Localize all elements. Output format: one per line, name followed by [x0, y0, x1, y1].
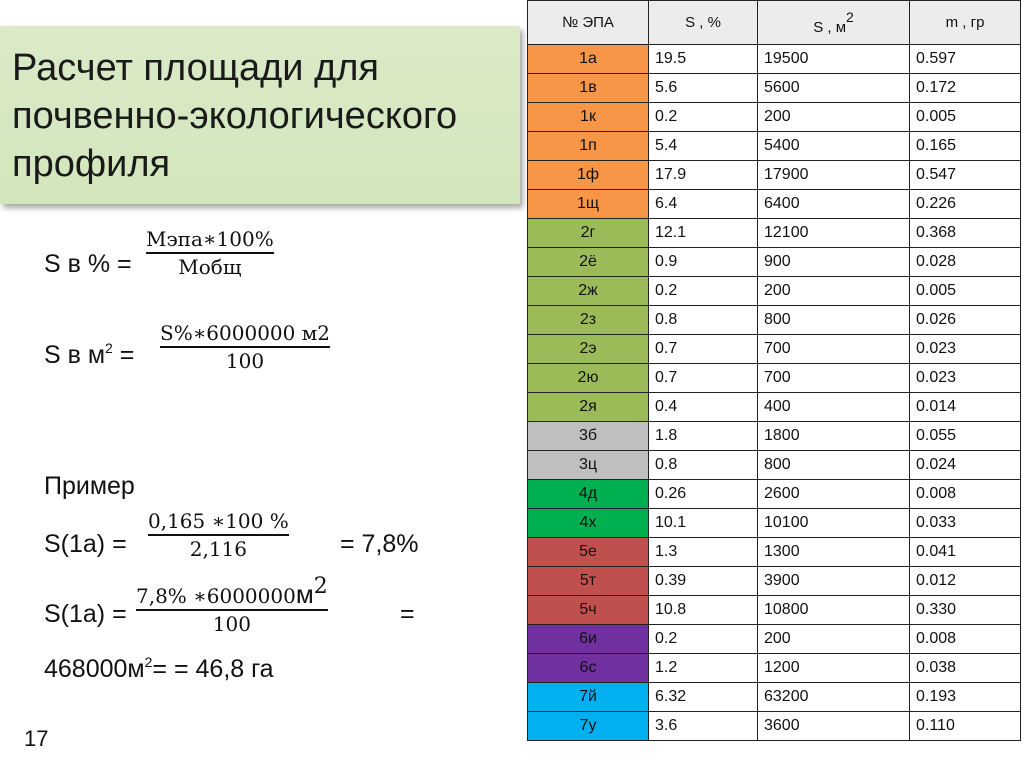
- cell-epa: 4д: [528, 480, 649, 509]
- cell-s-m2: 5600: [758, 74, 910, 103]
- cell-m: 0.193: [910, 683, 1021, 712]
- formula3-numerator: 0,165 ∗100 %: [148, 509, 289, 533]
- cell-epa: 1п: [528, 132, 649, 161]
- cell-m: 0.038: [910, 654, 1021, 683]
- table-row: [528, 45, 1021, 74]
- cell-m: 0.026: [910, 306, 1021, 335]
- cell-s-m2: 19500: [758, 45, 910, 74]
- cell-s-pct: 0.7: [649, 364, 758, 393]
- cell-s-pct: 5.6: [649, 74, 758, 103]
- title-box: [0, 26, 520, 204]
- cell-epa: 6и: [528, 625, 649, 654]
- cell-s-m2: 17900: [758, 161, 910, 190]
- table-row: [528, 683, 1021, 712]
- cell-s-m2: 200: [758, 625, 910, 654]
- cell-s-m2: 10100: [758, 509, 910, 538]
- formula1-fraction: [146, 226, 274, 280]
- cell-s-pct: 3.6: [649, 712, 758, 741]
- cell-m: 0.005: [910, 103, 1021, 132]
- formula3-result: = 7,8%: [340, 530, 419, 558]
- table-row: [528, 422, 1021, 451]
- title-line-3: профиля: [12, 143, 171, 185]
- cell-s-pct: 10.1: [649, 509, 758, 538]
- cell-s-pct: 19.5: [649, 45, 758, 74]
- cell-m: 0.055: [910, 422, 1021, 451]
- table-row: [528, 132, 1021, 161]
- formula3-denominator: 2,116: [189, 537, 247, 561]
- table-row: [528, 190, 1021, 219]
- cell-s-m2: 6400: [758, 190, 910, 219]
- cell-s-pct: 12.1: [649, 219, 758, 248]
- cell-epa: 3ц: [528, 451, 649, 480]
- cell-m: 0.008: [910, 480, 1021, 509]
- cell-s-m2: 1800: [758, 422, 910, 451]
- table-row: [528, 306, 1021, 335]
- cell-m: 0.547: [910, 161, 1021, 190]
- slide-title: [12, 44, 512, 188]
- cell-s-pct: 0.8: [649, 306, 758, 335]
- cell-s-m2: 3900: [758, 567, 910, 596]
- formula2-denominator: 100: [225, 349, 265, 373]
- page-number: 17: [24, 726, 49, 751]
- table-row: [528, 393, 1021, 422]
- cell-m: 0.033: [910, 509, 1021, 538]
- table-row: [528, 451, 1021, 480]
- cell-m: 0.172: [910, 74, 1021, 103]
- table-row: [528, 161, 1021, 190]
- cell-s-m2: 1300: [758, 538, 910, 567]
- table-row: [528, 277, 1021, 306]
- cell-epa: 2ё: [528, 248, 649, 277]
- cell-s-m2: 3600: [758, 712, 910, 741]
- cell-m: 0.008: [910, 625, 1021, 654]
- cell-m: 0.226: [910, 190, 1021, 219]
- table-row: [528, 509, 1021, 538]
- cell-epa: 2э: [528, 335, 649, 364]
- cell-epa: 2г: [528, 219, 649, 248]
- formula4-numerator: 7,8% $∗6000000м^2$: [136, 574, 328, 609]
- cell-s-pct: 0.9: [649, 248, 758, 277]
- cell-epa: 6с: [528, 654, 649, 683]
- cell-s-pct: 0.39: [649, 567, 758, 596]
- formula4-equals: =: [400, 600, 415, 628]
- cell-s-m2: 63200: [758, 683, 910, 712]
- formula1-denominator: Мобщ: [178, 255, 242, 279]
- cell-s-m2: 1200: [758, 654, 910, 683]
- table-row: [528, 364, 1021, 393]
- cell-s-m2: 10800: [758, 596, 910, 625]
- cell-m: 0.014: [910, 393, 1021, 422]
- cell-s-m2: 2600: [758, 480, 910, 509]
- cell-s-pct: 0.8: [649, 451, 758, 480]
- cell-s-pct: 0.26: [649, 480, 758, 509]
- formula2-lhs: S в $м^2$ =: [44, 340, 135, 369]
- cell-epa: 5т: [528, 567, 649, 596]
- area-table: [527, 0, 1021, 741]
- table-row: [528, 654, 1021, 683]
- cell-s-pct: 6.32: [649, 683, 758, 712]
- formula3-lhs: S(1а) =: [44, 530, 127, 558]
- table-row: [528, 335, 1021, 364]
- table-row: [528, 74, 1021, 103]
- title-line-2: почвенно-экологического: [12, 95, 458, 137]
- formula4-denominator: 100: [212, 612, 251, 636]
- cell-s-pct: 1.8: [649, 422, 758, 451]
- header-s-m2: S , $м^2$: [758, 1, 910, 45]
- cell-m: 0.028: [910, 248, 1021, 277]
- cell-epa: 1щ: [528, 190, 649, 219]
- formula1-numerator: Мэпа∗100%: [146, 227, 274, 251]
- cell-m: 0.024: [910, 451, 1021, 480]
- table-row: [528, 103, 1021, 132]
- cell-m: 0.023: [910, 335, 1021, 364]
- cell-epa: 7у: [528, 712, 649, 741]
- cell-m: 0.012: [910, 567, 1021, 596]
- cell-s-pct: 10.8: [649, 596, 758, 625]
- cell-epa: 2ю: [528, 364, 649, 393]
- cell-s-pct: 1.2: [649, 654, 758, 683]
- cell-epa: 3б: [528, 422, 649, 451]
- table-row: [528, 567, 1021, 596]
- header-m: m , гр: [910, 1, 1021, 45]
- header-epa: № ЭПА: [528, 1, 649, 45]
- cell-m: 0.041: [910, 538, 1021, 567]
- table-row: [528, 596, 1021, 625]
- cell-s-pct: 17.9: [649, 161, 758, 190]
- table-row: [528, 538, 1021, 567]
- cell-s-m2: 700: [758, 364, 910, 393]
- cell-epa: 5ч: [528, 596, 649, 625]
- formula4-lhs: S(1а) =: [44, 600, 127, 628]
- formula1-lhs: S в % =: [44, 250, 132, 278]
- table-row: [528, 625, 1021, 654]
- title-line-1: Расчет площади для: [12, 47, 380, 89]
- table-row: [528, 480, 1021, 509]
- cell-s-m2: 200: [758, 277, 910, 306]
- result-line: $468000м^2= = 46,8$ га: [44, 654, 274, 683]
- cell-m: 0.023: [910, 364, 1021, 393]
- formula2-numerator: S%∗6000000 м2: [160, 321, 331, 345]
- cell-m: 0.165: [910, 132, 1021, 161]
- cell-epa: 2з: [528, 306, 649, 335]
- cell-epa: 1в: [528, 74, 649, 103]
- table-row: [528, 219, 1021, 248]
- cell-s-pct: 0.2: [649, 103, 758, 132]
- cell-m: 0.110: [910, 712, 1021, 741]
- cell-s-m2: 12100: [758, 219, 910, 248]
- cell-epa: 5е: [528, 538, 649, 567]
- cell-m: 0.005: [910, 277, 1021, 306]
- formula3-fraction: [148, 508, 289, 562]
- cell-s-m2: 400: [758, 393, 910, 422]
- cell-m: 0.597: [910, 45, 1021, 74]
- formula4-fraction: [136, 574, 328, 637]
- table-body: [528, 45, 1021, 741]
- table-header-row: [528, 1, 1021, 45]
- cell-epa: 4х: [528, 509, 649, 538]
- cell-s-pct: 0.7: [649, 335, 758, 364]
- cell-m: 0.368: [910, 219, 1021, 248]
- cell-s-pct: 1.3: [649, 538, 758, 567]
- table-row: [528, 248, 1021, 277]
- cell-s-m2: 800: [758, 451, 910, 480]
- cell-s-pct: 0.2: [649, 625, 758, 654]
- cell-epa: 1к: [528, 103, 649, 132]
- cell-epa: 7й: [528, 683, 649, 712]
- formula2-fraction: [160, 320, 330, 374]
- cell-s-pct: 5.4: [649, 132, 758, 161]
- cell-m: 0.330: [910, 596, 1021, 625]
- cell-s-m2: 200: [758, 103, 910, 132]
- cell-s-m2: 900: [758, 248, 910, 277]
- cell-epa: 2я: [528, 393, 649, 422]
- cell-s-pct: 6.4: [649, 190, 758, 219]
- cell-s-m2: 5400: [758, 132, 910, 161]
- table-row: [528, 712, 1021, 741]
- cell-s-pct: 0.2: [649, 277, 758, 306]
- cell-epa: 2ж: [528, 277, 649, 306]
- example-label: Пример: [44, 472, 135, 500]
- cell-s-m2: 800: [758, 306, 910, 335]
- cell-s-m2: 700: [758, 335, 910, 364]
- cell-s-pct: 0.4: [649, 393, 758, 422]
- cell-epa: 1ф: [528, 161, 649, 190]
- header-s-pct: S , %: [649, 1, 758, 45]
- cell-epa: 1а: [528, 45, 649, 74]
